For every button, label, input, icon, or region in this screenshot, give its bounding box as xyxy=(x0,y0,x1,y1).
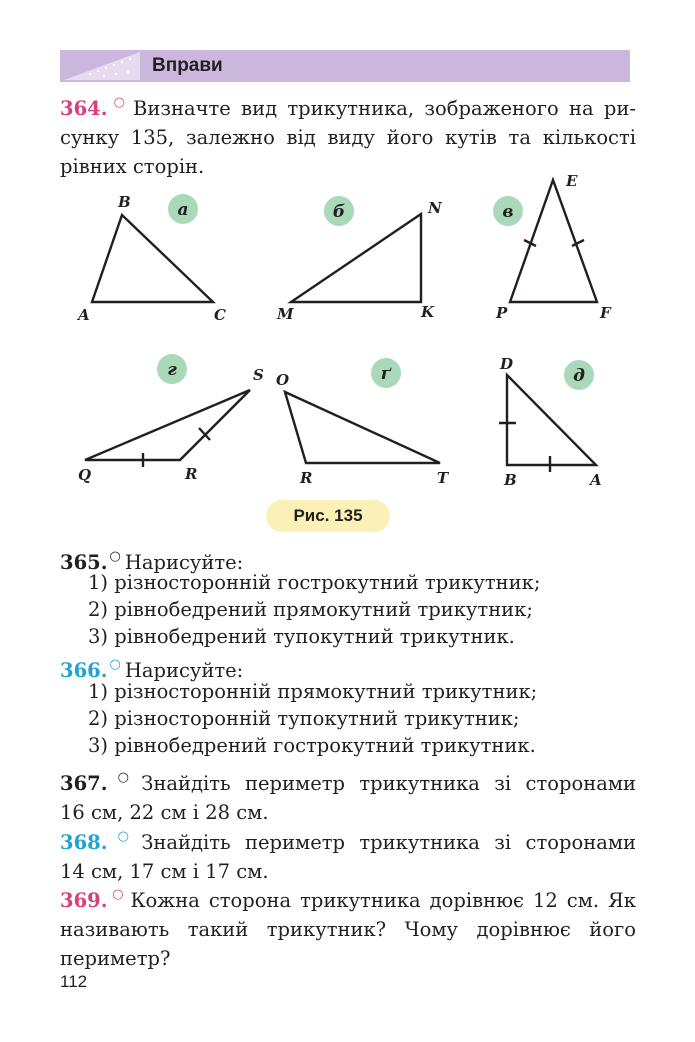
exercise-line: називають такий трикутник? Чому дорівнює його xyxy=(60,918,636,941)
panel-badges xyxy=(157,194,594,390)
triangle-ge xyxy=(285,392,440,463)
exercise-367: 367. ○ Знайдіть периметр трикутника зі сторонами 16 см, 22 см і 28 см. xyxy=(60,763,636,827)
list-item: 3) рівнобедрений тупокутний трикутник. xyxy=(88,625,515,648)
page-number: 112 xyxy=(60,972,88,991)
exercise-number: 368. xyxy=(60,831,108,854)
vertex-label: Q xyxy=(78,466,92,484)
vertex-label: P xyxy=(496,304,508,322)
exercise-366: 366. ○ Нарисуйте: xyxy=(60,657,244,682)
panel-letter: в xyxy=(502,202,514,222)
vertex-label: O xyxy=(276,371,290,389)
list-item: 2) різносторонній тупокутний трикутник; xyxy=(88,707,520,730)
difficulty-circle-icon: ○ xyxy=(109,95,130,110)
vertex-label: C xyxy=(214,306,226,324)
vertex-label: T xyxy=(437,469,449,487)
vertex-label: E xyxy=(566,172,578,190)
vertex-label: N xyxy=(428,199,442,217)
figure-135 xyxy=(0,170,695,500)
exercise-number: 367. xyxy=(60,772,108,795)
difficulty-circle-icon: ○ xyxy=(109,549,121,564)
section-title: Вправи xyxy=(152,55,223,76)
vertex-label: R xyxy=(185,465,198,483)
difficulty-circle-icon: ○ xyxy=(109,829,138,844)
vertex-label: M xyxy=(277,305,294,323)
exercise-line: 14 см, 17 см і 17 см. xyxy=(60,860,269,883)
exercise-line: 16 см, 22 см і 28 см. xyxy=(60,801,269,824)
exercise-369: 369. ○ Кожна сторона трикутника дорівнює 12 см. Як називають такий трикутник? Чому дорівнює його периметр? xyxy=(60,880,636,973)
list-item: 2) рівнобедрений прямокутний трикутник; xyxy=(88,598,533,621)
vertex-label: A xyxy=(78,306,90,324)
vertex-label: F xyxy=(600,304,611,322)
section-banner xyxy=(60,50,630,82)
list-item: 1) різносторонній прямокутний трикутник; xyxy=(88,680,538,703)
ruler-decoration-icon xyxy=(60,50,144,82)
exercise-365: 365. ○ Нарисуйте: xyxy=(60,549,244,574)
vertex-label: B xyxy=(504,471,517,489)
figure-caption: Рис. 135 xyxy=(266,500,390,532)
exercise-line: периметр? xyxy=(60,947,171,970)
panel-letter: а xyxy=(177,200,189,220)
exercise-line: сунку 135, залежно від виду його кутів та кількості xyxy=(60,126,636,149)
triangle-a xyxy=(92,215,213,302)
exercise-number: 366. xyxy=(60,659,108,682)
vertex-label: B xyxy=(118,193,131,211)
exercise-number: 369. xyxy=(60,889,108,912)
exercise-line: рівних сторін. xyxy=(60,155,205,178)
difficulty-circle-icon: ○ xyxy=(109,770,138,785)
list-item: 3) рівнобедрений гострокутний трикутник. xyxy=(88,734,536,757)
difficulty-circle-icon: ○ xyxy=(109,657,121,672)
panel-letter: ґ xyxy=(380,364,392,384)
vertex-label: R xyxy=(300,469,313,487)
exercise-368: 368. ○ Знайдіть периметр трикутника зі сторонами 14 см, 17 см і 17 см. xyxy=(60,822,636,886)
exercise-364 xyxy=(60,88,636,181)
list-item: 1) різносторонній гострокутний трикутник; xyxy=(88,571,541,594)
vertex-label: A xyxy=(590,471,602,489)
exercise-line: 364. ○ Визначте вид трикутника, зображеного на ри- xyxy=(60,95,637,120)
triangle-g xyxy=(85,390,250,460)
vertex-label: D xyxy=(500,355,514,373)
exercise-number: 364. xyxy=(60,97,108,120)
panel-letter: б xyxy=(332,202,346,222)
difficulty-circle-icon: ○ xyxy=(109,887,127,902)
vertex-label: K xyxy=(421,303,435,321)
vertex-label: S xyxy=(253,366,264,384)
exercise-number: 365. xyxy=(60,551,108,574)
panel-letter: д xyxy=(573,366,585,386)
triangle-b xyxy=(291,214,421,302)
panel-letter: г xyxy=(167,360,177,380)
